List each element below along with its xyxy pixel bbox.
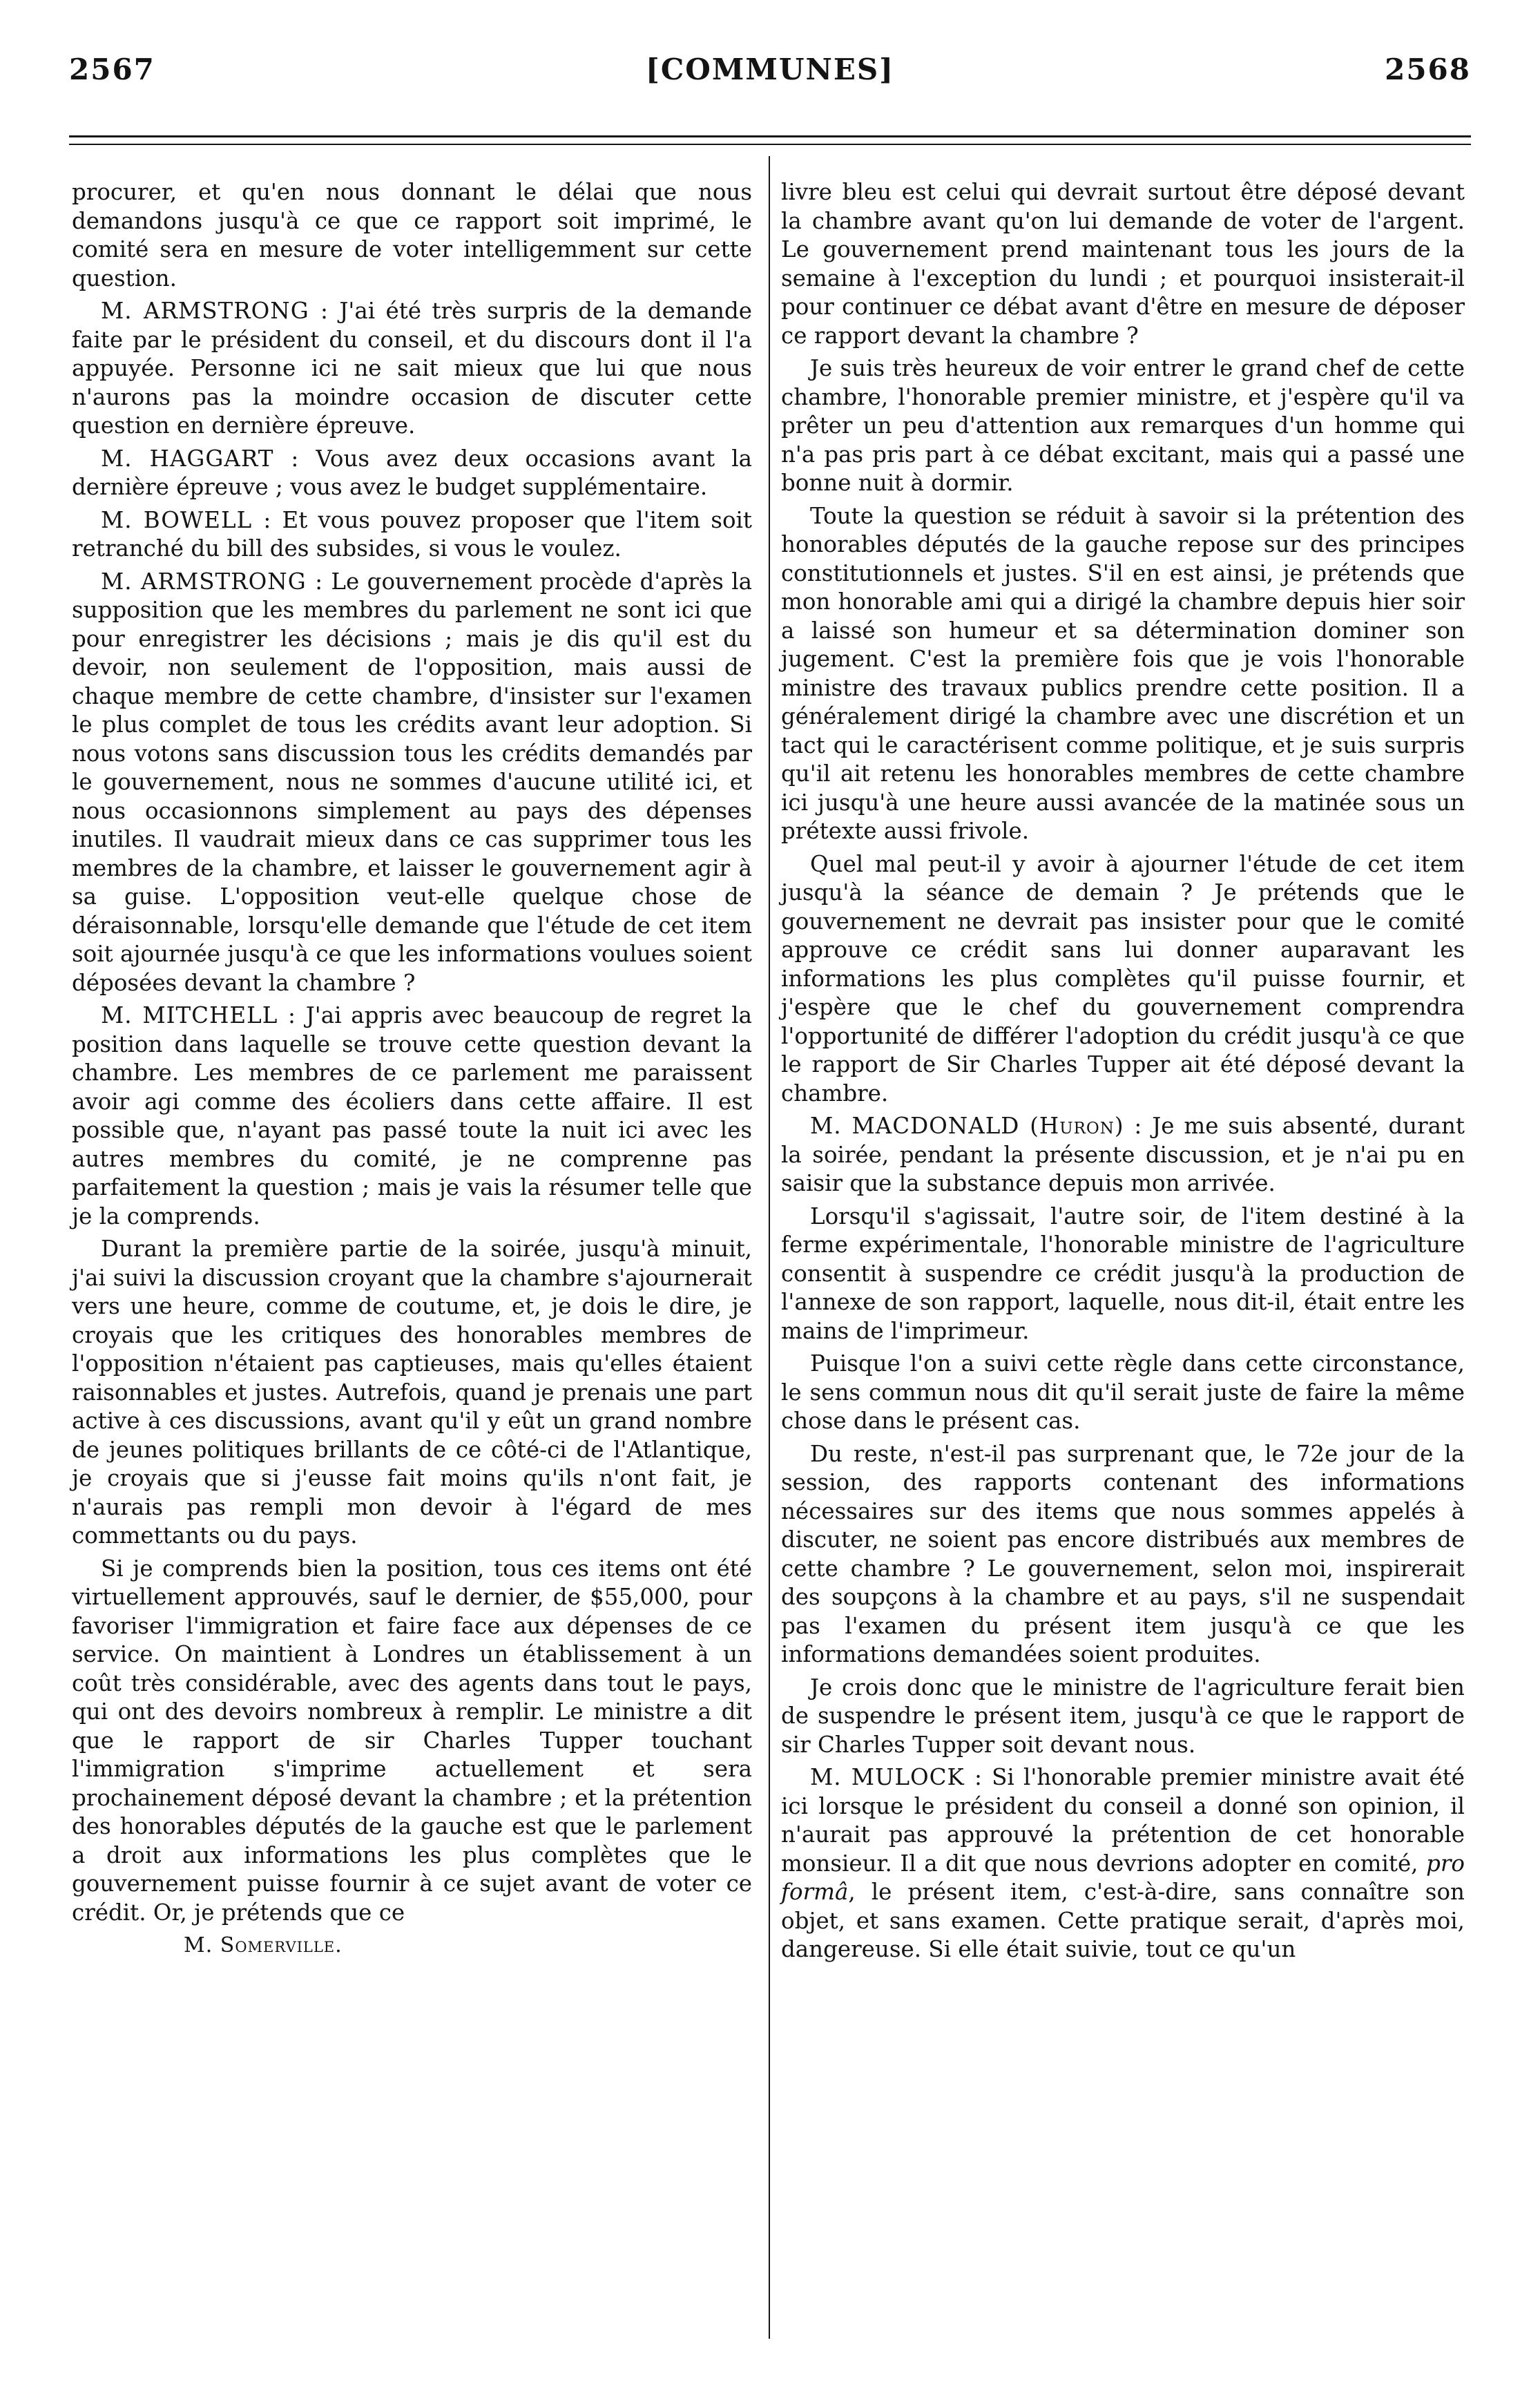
paragraph [781, 1112, 1465, 1198]
speaker-name: M. MITCHELL : [101, 1002, 296, 1028]
right-column [781, 178, 1465, 1969]
speech-text: , le présent item, c'est-à-dire, sans connaître son objet, et sans examen. Cette pratique serait, d'après moi, dangereuse. Si elle était suivie, tout ce qu'un [781, 1879, 1465, 1962]
running-title: [COMMUNES] [645, 52, 895, 86]
speech-text: J'ai été très surpris de la demande faite par le président du conseil, et du discours dont il l'a appuyée. Personne ici ne sait mieux que lui que nous n'aurons pas la moindre occasion de discuter cette question en dernière épreuve. [72, 298, 752, 439]
paragraph: Du reste, n'est-il pas surprenant que, le 72e jour de la session, des rapports contenant des informations nécessaires sur des items que nous sommes appelés à discuter, ne soient pas encore distribués aux membres de cette chambre ? Le gouvernement, selon moi, inspirerait des soupçons à la chambre et au pays, s'il ne suspendait pas l'examen du présent item jusqu'à ce que les informations demandées soient produites. [781, 1440, 1465, 1667]
paragraph: Si je comprends bien la position, tous ces items ont été virtuellement approuvés, sauf le dernier, de $55,000, pour favoriser l'immigration et faire face aux dépenses de ce service. On maintient à Londres un établissement à un coût très considérable, avec des agents dans tout le pays, qui ont des devoirs nombreux à remplir. Le ministre a dit que le rapport de sir Charles Tupper touchant l'immigration s'imprime actuellement et sera prochainement déposé devant la chambre ; et la prétention des honorables députés de la gauche est que le parlement a droit aux informations les plus complètes que le gouvernement puisse fournir à ce sujet avant de voter ce crédit. Or, je prétends que ce [72, 1555, 752, 1926]
speech-text: Je me suis absenté, durant la soirée, pendant la présente discussion, et je n'ai pu en saisir que la substance depuis mon arrivée. [781, 1113, 1465, 1196]
paragraph: Je crois donc que le ministre de l'agriculture ferait bien de suspendre le présent item, jusqu'à ce que le rapport de sir Charles Tupper soit devant nous. [781, 1674, 1465, 1758]
paragraph: Je suis très heureux de voir entrer le grand chef de cette chambre, l'honorable premier ministre, et j'espère qu'il va prêter un peu d'attention aux remarques d'un homme qui n'a pas pris part à ce débat excitant, mais qui a passé une bonne nuit à dormir. [781, 355, 1465, 496]
paragraph [72, 568, 752, 998]
italic-term: pro formâ [781, 1850, 1465, 1905]
paragraph [72, 297, 752, 441]
speaker-name: M. ARMSTRONG : [101, 298, 329, 324]
speech-text: Le gouvernement procède d'après la supposition que les membres du parlement ne sont ici que pour enregistrer les décisions ; mais je dis qu'il est du devoir, non seulement de l'opposition, mais aussi de chaque membre de cette chambre, d'insister sur l'examen le plus complet de tous les crédits avant leur adoption. Si nous votons sans discussion tous les crédits demandés par le gouvernement, nous ne sommes d'aucune utilité ici, et nous occasionnons simplement au pays des dépenses inutiles. Il vaudrait mieux dans ce cas supprimer tous les membres de la chambre, et laisser le gouvernement agir à sa guise. L'opposition veut-elle quelque chose de déraisonnable, lorsqu'elle demande que l'étude de cet item soit ajournée jusqu'à ce que les informations voulues soient déposées devant la chambre ? [72, 568, 752, 996]
paragraph: Puisque l'on a suivi cette règle dans cette circonstance, le sens commun nous dit qu'il serait juste de faire la même chose dans le présent cas. [781, 1350, 1465, 1434]
paragraph: Durant la première partie de la soirée, jusqu'à minuit, j'ai suivi la discussion croyant que la chambre s'ajournerait vers une heure, comme de coutume, et, je dois le dire, je croyais que les critiques des honorables membres de l'opposition n'étaient pas captieuses, mais qu'elles étaient raisonnables et justes. Autrefois, quand je prenais une part active à ces discussions, avant qu'il y eût un grand nombre de jeunes politiques brillants de ce côté-ci de l'Atlantique, je croyais que si j'eusse fait moins qu'ils n'ont fait, je n'aurais pas rempli mon devoir à l'égard de mes commettants ou du pays. [72, 1236, 752, 1549]
paragraph: Quel mal peut-il y avoir à ajourner l'étude de cet item jusqu'à la séance de demain ? Je prétends que le gouvernement ne devrait pas insister pour que le comité approuve ce crédit sans lui donner auparavant les informations les plus complètes qu'il puisse fournir, et j'espère que le chef du gouvernement comprendra l'opportunité de différer l'adoption du crédit jusqu'à ce que le rapport de Sir Charles Tupper ait été déposé devant la chambre. [781, 850, 1465, 1107]
speaker-name: M. ARMSTRONG : [101, 568, 324, 595]
speech-text: J'ai appris avec beaucoup de regret la position dans laquelle se trouve cette question devant la chambre. Les membres de ce parlement me paraissent avoir agi comme des écoliers dans cette affaire. Il est possible que, n'ayant pas passé toute la nuit ici avec les autres membres du comité, je ne comprenne pas parfaitement la question ; mais je vais la résumer telle que je la comprends. [72, 1002, 752, 1229]
speech-text: Vous avez deux occasions avant la dernière épreuve ; vous avez le budget supplémentaire. [72, 445, 752, 500]
speaker-name: M. MACDONALD (Huron) : [810, 1113, 1143, 1139]
speech-text: Si l'honorable premier ministre avait été ici lorsque le président du conseil a donné son opinion, il n'aurait pas approuvé la prétention de cet honorable monsieur. Il a dit que nous devrions adopter en comité, [781, 1764, 1465, 1877]
paragraph [781, 1763, 1465, 1964]
page-number-left: 2567 [69, 52, 155, 86]
paragraph [72, 1002, 752, 1231]
catchword: M. Somerville. [184, 1933, 343, 1957]
paragraph [72, 445, 752, 502]
paragraph [72, 506, 752, 564]
header-rule-thick [69, 135, 1471, 137]
page-number-right: 2568 [1385, 52, 1471, 86]
speaker-name: M. HAGGART : [101, 445, 300, 472]
paragraph: Lorsqu'il s'agissait, l'autre soir, de l'item destiné à la ferme expérimentale, l'honorable ministre de l'agriculture consentit à suspendre ce crédit jusqu'à la production de l'annexe de son rapport, laquelle, nous dit-il, était entre les mains de l'imprimeur. [781, 1203, 1465, 1344]
page-header [69, 52, 1471, 101]
column-divider [769, 156, 770, 2339]
speaker-name: M. BOWELL : [101, 506, 272, 533]
paragraph: Toute la question se réduit à savoir si la prétention des honorables députés de la gauche repose sur des principes constitutionnels et justes. S'il en est ainsi, je prétends que mon honorable ami qui a dirigé la chambre depuis hier soir a laissé son humeur et sa détermination dominer son jugement. C'est la première fois que je vois l'honorable ministre des travaux publics prendre cette position. Il a généralement dirigé la chambre avec une discrétion et un tact qui le caractérisent comme politique, et je suis surpris qu'il ait retenu les honorables membres de cette chambre ici jusqu'à une heure aussi avancée de la matinée sous un prétexte aussi frivole. [781, 502, 1465, 844]
left-column [72, 178, 752, 1964]
paragraph: livre bleu est celui qui devrait surtout être déposé devant la chambre avant qu'on lui demande de voter de l'argent. Le gouvernement prend maintenant tous les jours de la semaine à l'exception du lundi ; et pourquoi insisterait-il pour continuer ce débat avant d'être en mesure de déposer ce rapport devant la chambre ? [781, 179, 1465, 349]
header-rule-thin [69, 144, 1471, 145]
paragraph: procurer, et qu'en nous donnant le délai que nous demandons jusqu'à ce que ce rapport soit imprimé, le comité sera en mesure de voter intelligemment sur cette question. [72, 179, 752, 291]
speech-text: Et vous pouvez proposer que l'item soit retranché du bill des subsides, si vous le voulez. [72, 506, 752, 562]
speaker-name: M. MULOCK : [810, 1764, 983, 1790]
